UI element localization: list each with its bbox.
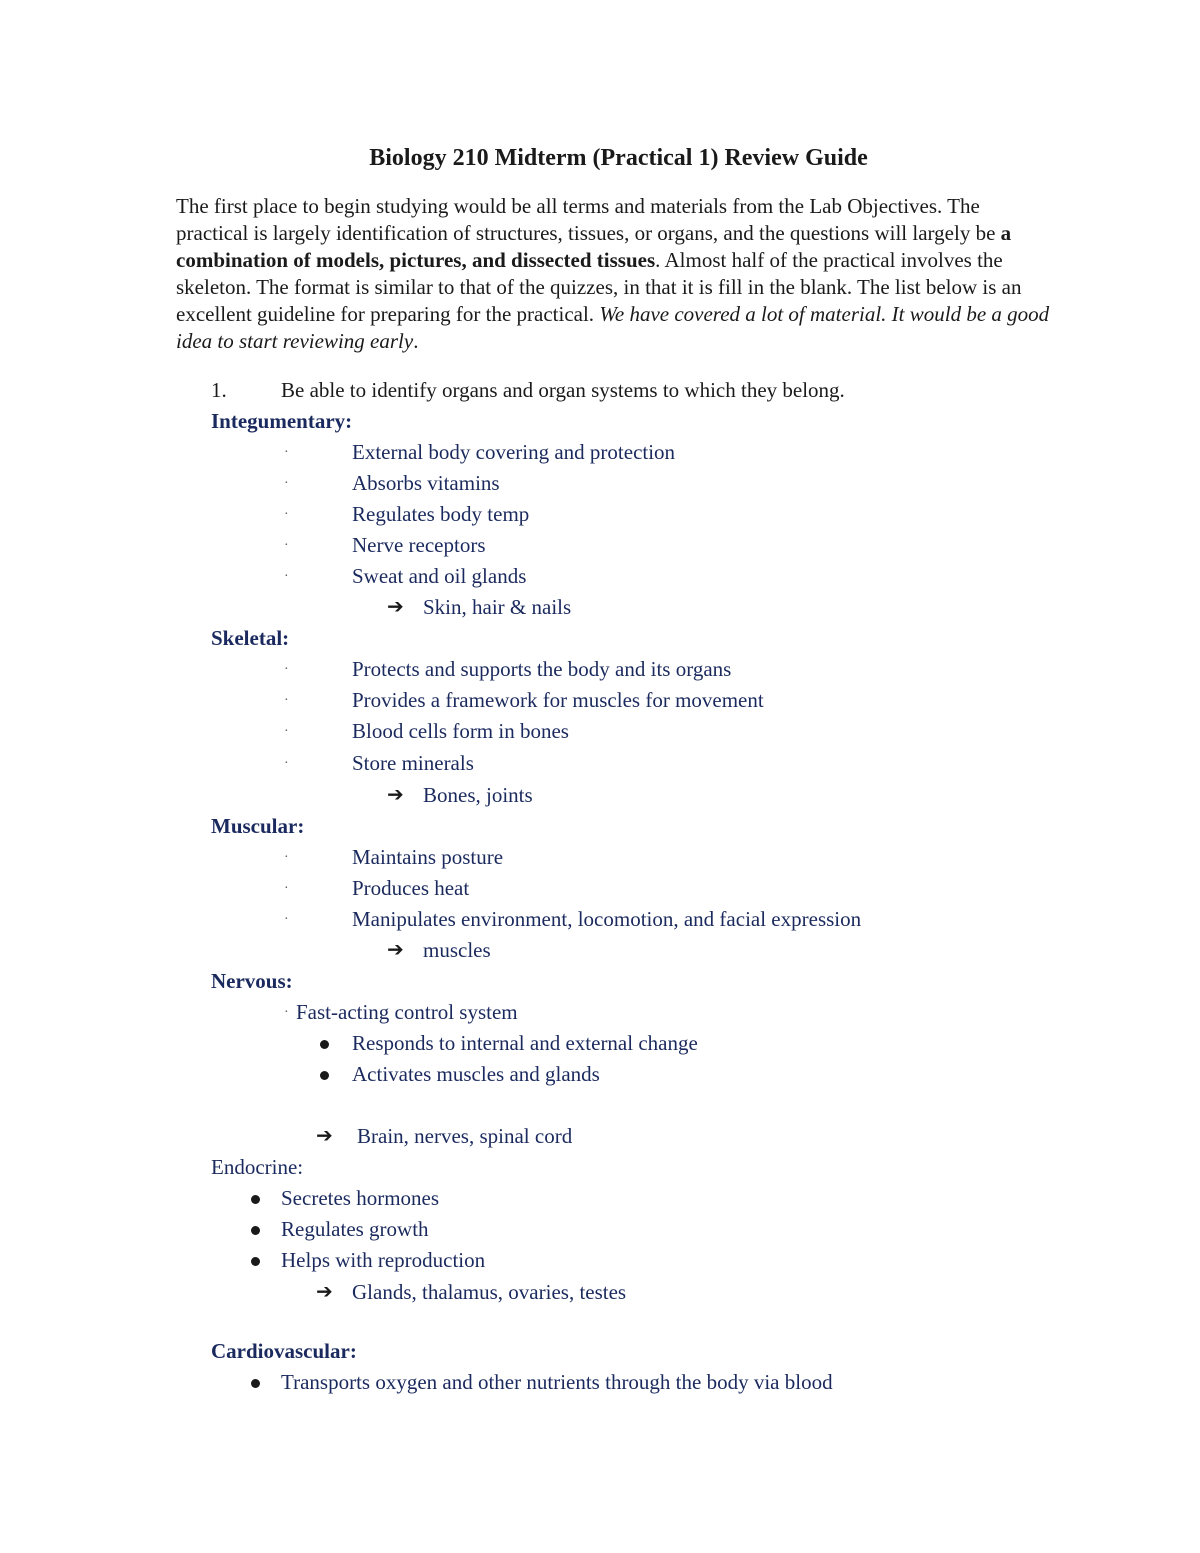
section-heading-endocrine: Endocrine: [211, 1155, 304, 1179]
organs-text: muscles [423, 938, 491, 962]
bullet-dot: · [284, 912, 289, 927]
list-item: Absorbs vitamins [352, 471, 500, 495]
bullet-dot: · [284, 569, 289, 584]
bullet-disc [320, 1071, 329, 1080]
arrow-icon: ➔ [387, 596, 404, 618]
intro-end: . [413, 329, 419, 353]
list-item: Protects and supports the body and its organs [352, 657, 732, 681]
bullet-dot: · [284, 850, 289, 865]
list-item: Regulates body temp [352, 502, 530, 526]
intro-text-2: . Almost half of the practical involves the skeleton. The format is similar to that of the quizzes, in that it is fill in the blank. The list below is an excellent guideline for preparing for the practical. [176, 248, 1022, 326]
bullet-dot: · [284, 724, 289, 739]
bullet-dot: · [284, 693, 289, 708]
list-item: Transports oxygen and other nutrients through the body via blood [281, 1370, 833, 1394]
bullet-disc [251, 1379, 260, 1388]
bullet-dot: · [284, 881, 289, 896]
bullet-dot: · [284, 538, 289, 553]
bullet-disc [251, 1257, 260, 1266]
list-item: Store minerals [352, 751, 474, 775]
bullet-dot: · [284, 507, 289, 522]
organs-text: Bones, joints [423, 783, 533, 807]
list-item: Helps with reproduction [281, 1248, 486, 1272]
intro-paragraph [176, 193, 1056, 355]
list-item-text: Be able to identify organs and organ systems to which they belong. [281, 378, 845, 402]
intro-bold-text: a combination of models, pictures, and dissected tissues [176, 221, 1012, 272]
list-item: Sweat and oil glands [352, 564, 527, 588]
section-heading-skeletal: Skeletal: [211, 626, 290, 650]
sub-item: Fast-acting control system [296, 1000, 518, 1024]
section-heading-integumentary: Integumentary: [211, 409, 353, 433]
arrow-icon: ➔ [316, 1281, 333, 1303]
page-title: Biology 210 Midterm (Practical 1) Review Guide [369, 145, 868, 171]
arrow-icon: ➔ [387, 784, 404, 806]
intro-italic-text: We have covered a lot of material. It would be a good idea to start reviewing early [176, 302, 1050, 353]
list-item: Nerve receptors [352, 533, 486, 557]
list-item: External body covering and protection [352, 440, 676, 464]
bullet-dot: · [284, 476, 289, 491]
bullet-disc [251, 1226, 260, 1235]
bullet-disc [251, 1195, 260, 1204]
organs-text: Skin, hair & nails [423, 595, 572, 619]
list-item: Secretes hormones [281, 1186, 440, 1210]
list-item: Activates muscles and glands [352, 1062, 600, 1086]
section-heading-cardiovascular: Cardiovascular: [211, 1339, 357, 1363]
list-item: Blood cells form in bones [352, 719, 569, 743]
bullet-dot: · [284, 662, 289, 677]
list-item: Maintains posture [352, 845, 504, 869]
list-item: Provides a framework for muscles for movement [352, 688, 764, 712]
bullet-dot: · [284, 1005, 289, 1020]
list-item: Regulates growth [281, 1217, 429, 1241]
arrow-icon: ➔ [387, 939, 404, 961]
organs-text: Brain, nerves, spinal cord [357, 1124, 573, 1148]
intro-text-1: The first place to begin studying would be all terms and materials from the Lab Objectives. The practical is largely identification of structures, tissues, or organs, and the questions will largely be [176, 194, 1001, 245]
bullet-disc [320, 1040, 329, 1049]
organs-text: Glands, thalamus, ovaries, testes [352, 1280, 627, 1304]
bullet-dot: · [284, 756, 289, 771]
list-item: Responds to internal and external change [352, 1031, 698, 1055]
section-heading-nervous: Nervous: [211, 969, 293, 993]
bullet-dot: · [284, 445, 289, 460]
list-number: 1. [211, 378, 227, 402]
arrow-icon: ➔ [316, 1125, 333, 1147]
section-heading-muscular: Muscular: [211, 814, 305, 838]
list-item: Produces heat [352, 876, 470, 900]
list-item: Manipulates environment, locomotion, and facial expression [352, 907, 862, 931]
